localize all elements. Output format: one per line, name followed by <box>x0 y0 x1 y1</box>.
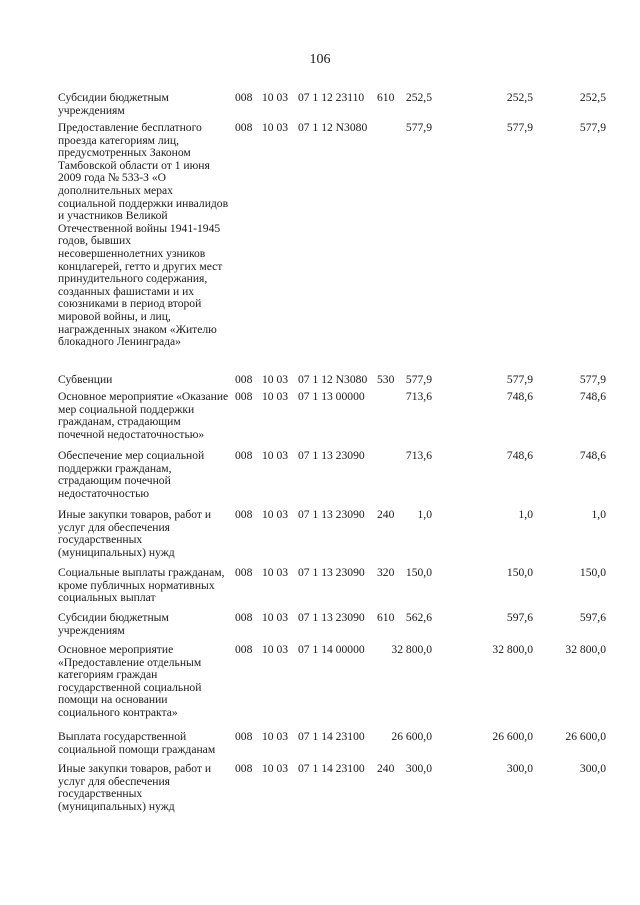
amount-year-1: 252,5 <box>405 91 432 104</box>
amount-year-2: 577,9 <box>506 121 533 134</box>
amount-year-1: 577,9 <box>405 373 432 386</box>
amount-year-1: 713,6 <box>405 449 432 462</box>
expense-type-code: 240 <box>377 762 395 775</box>
section-code: 10 03 <box>262 566 289 579</box>
target-article-code: 07 1 12 N3080 <box>298 121 368 134</box>
target-article-code: 07 1 13 00000 <box>298 390 365 403</box>
amount-year-1: 300,0 <box>405 762 432 775</box>
amount-year-2: 26 600,0 <box>492 730 533 743</box>
amount-year-1: 1,0 <box>417 508 432 521</box>
dept-code: 008 <box>235 611 253 624</box>
dept-code: 008 <box>235 121 253 134</box>
target-article-code: 07 1 12 N3080 <box>298 373 368 386</box>
amount-year-3: 748,6 <box>579 449 606 462</box>
section-code: 10 03 <box>262 390 289 403</box>
target-article-code: 07 1 14 00000 <box>298 643 365 656</box>
row-name: Предоставление бесплатного проезда категориям лиц, предусмотренных Законом Тамбовской области от 1 июня 2009 года № 533-З «О дополнительных мерах социальной поддержки инвалидов и участников Великой Отечественной войны 1941-1945 годов, бывших несовершеннолетних узников концлагерей, гетто и других мест принудительного содержания, созданных фашистами и их союзниками в период второй мировой войны, и лиц, награжденных знаком «Жителю блокадного Ленинграда» <box>58 121 229 349</box>
dept-code: 008 <box>235 566 253 579</box>
amount-year-2: 597,6 <box>506 611 533 624</box>
expense-type-code: 240 <box>377 508 395 521</box>
amount-year-2: 748,6 <box>506 390 533 403</box>
amount-year-1: 150,0 <box>405 566 432 579</box>
target-article-code: 07 1 12 23110 <box>298 91 365 104</box>
dept-code: 008 <box>235 643 253 656</box>
amount-year-3: 32 800,0 <box>565 643 606 656</box>
amount-year-3: 748,6 <box>579 390 606 403</box>
dept-code: 008 <box>235 390 253 403</box>
amount-year-1: 713,6 <box>405 390 432 403</box>
row-name: Субвенции <box>58 373 113 386</box>
section-code: 10 03 <box>262 508 289 521</box>
section-code: 10 03 <box>262 121 289 134</box>
amount-year-3: 577,9 <box>579 373 606 386</box>
dept-code: 008 <box>235 762 253 775</box>
expense-type-code: 530 <box>377 373 395 386</box>
amount-year-3: 150,0 <box>579 566 606 579</box>
page-number: 106 <box>309 52 331 67</box>
amount-year-2: 577,9 <box>506 373 533 386</box>
row-name: Основное мероприятие «Предоставление отдельным категориям граждан государственной социальной помощи на основании социального контракта» <box>58 643 202 719</box>
section-code: 10 03 <box>262 730 289 743</box>
target-article-code: 07 1 13 23090 <box>298 449 365 462</box>
row-name: Субсидии бюджетным учреждениям <box>58 611 169 637</box>
row-name: Субсидии бюджетным учреждениям <box>58 91 169 117</box>
dept-code: 008 <box>235 508 253 521</box>
amount-year-2: 748,6 <box>506 449 533 462</box>
amount-year-2: 150,0 <box>506 566 533 579</box>
amount-year-3: 597,6 <box>579 611 606 624</box>
expense-type-code: 610 <box>377 91 395 104</box>
target-article-code: 07 1 14 23100 <box>298 762 365 775</box>
amount-year-2: 32 800,0 <box>492 643 533 656</box>
amount-year-3: 26 600,0 <box>565 730 606 743</box>
dept-code: 008 <box>235 91 253 104</box>
amount-year-3: 300,0 <box>579 762 606 775</box>
dept-code: 008 <box>235 730 253 743</box>
section-code: 10 03 <box>262 611 289 624</box>
amount-year-1: 577,9 <box>405 121 432 134</box>
section-code: 10 03 <box>262 762 289 775</box>
amount-year-2: 300,0 <box>506 762 533 775</box>
amount-year-3: 1,0 <box>591 508 606 521</box>
dept-code: 008 <box>235 449 253 462</box>
dept-code: 008 <box>235 373 253 386</box>
amount-year-1: 26 600,0 <box>391 730 432 743</box>
amount-year-2: 252,5 <box>506 91 533 104</box>
row-name: Иные закупки товаров, работ и услуг для обеспечения государственных (муниципальных) нужд <box>58 762 212 813</box>
amount-year-1: 562,6 <box>405 611 432 624</box>
expense-type-code: 610 <box>377 611 395 624</box>
row-name: Иные закупки товаров, работ и услуг для обеспечения государственных (муниципальных) нужд <box>58 508 212 559</box>
amount-year-3: 577,9 <box>579 121 606 134</box>
amount-year-2: 1,0 <box>518 508 533 521</box>
section-code: 10 03 <box>262 449 289 462</box>
row-name: Выплата государственной социальной помощи гражданам <box>58 730 216 756</box>
section-code: 10 03 <box>262 373 289 386</box>
target-article-code: 07 1 13 23090 <box>298 566 365 579</box>
row-name: Обеспечение мер социальной поддержки гражданам, страдающим почечной недостаточностью <box>58 449 205 500</box>
section-code: 10 03 <box>262 643 289 656</box>
section-code: 10 03 <box>262 91 289 104</box>
row-name: Основное мероприятие «Оказание мер социальной поддержки гражданам, страдающим почечной недостаточностью» <box>58 390 229 441</box>
target-article-code: 07 1 13 23090 <box>298 611 365 624</box>
row-name: Социальные выплаты гражданам, кроме публичных нормативных социальных выплат <box>58 566 225 605</box>
target-article-code: 07 1 13 23090 <box>298 508 365 521</box>
amount-year-3: 252,5 <box>579 91 606 104</box>
expense-type-code: 320 <box>377 566 395 579</box>
amount-year-1: 32 800,0 <box>391 643 432 656</box>
target-article-code: 07 1 14 23100 <box>298 730 365 743</box>
